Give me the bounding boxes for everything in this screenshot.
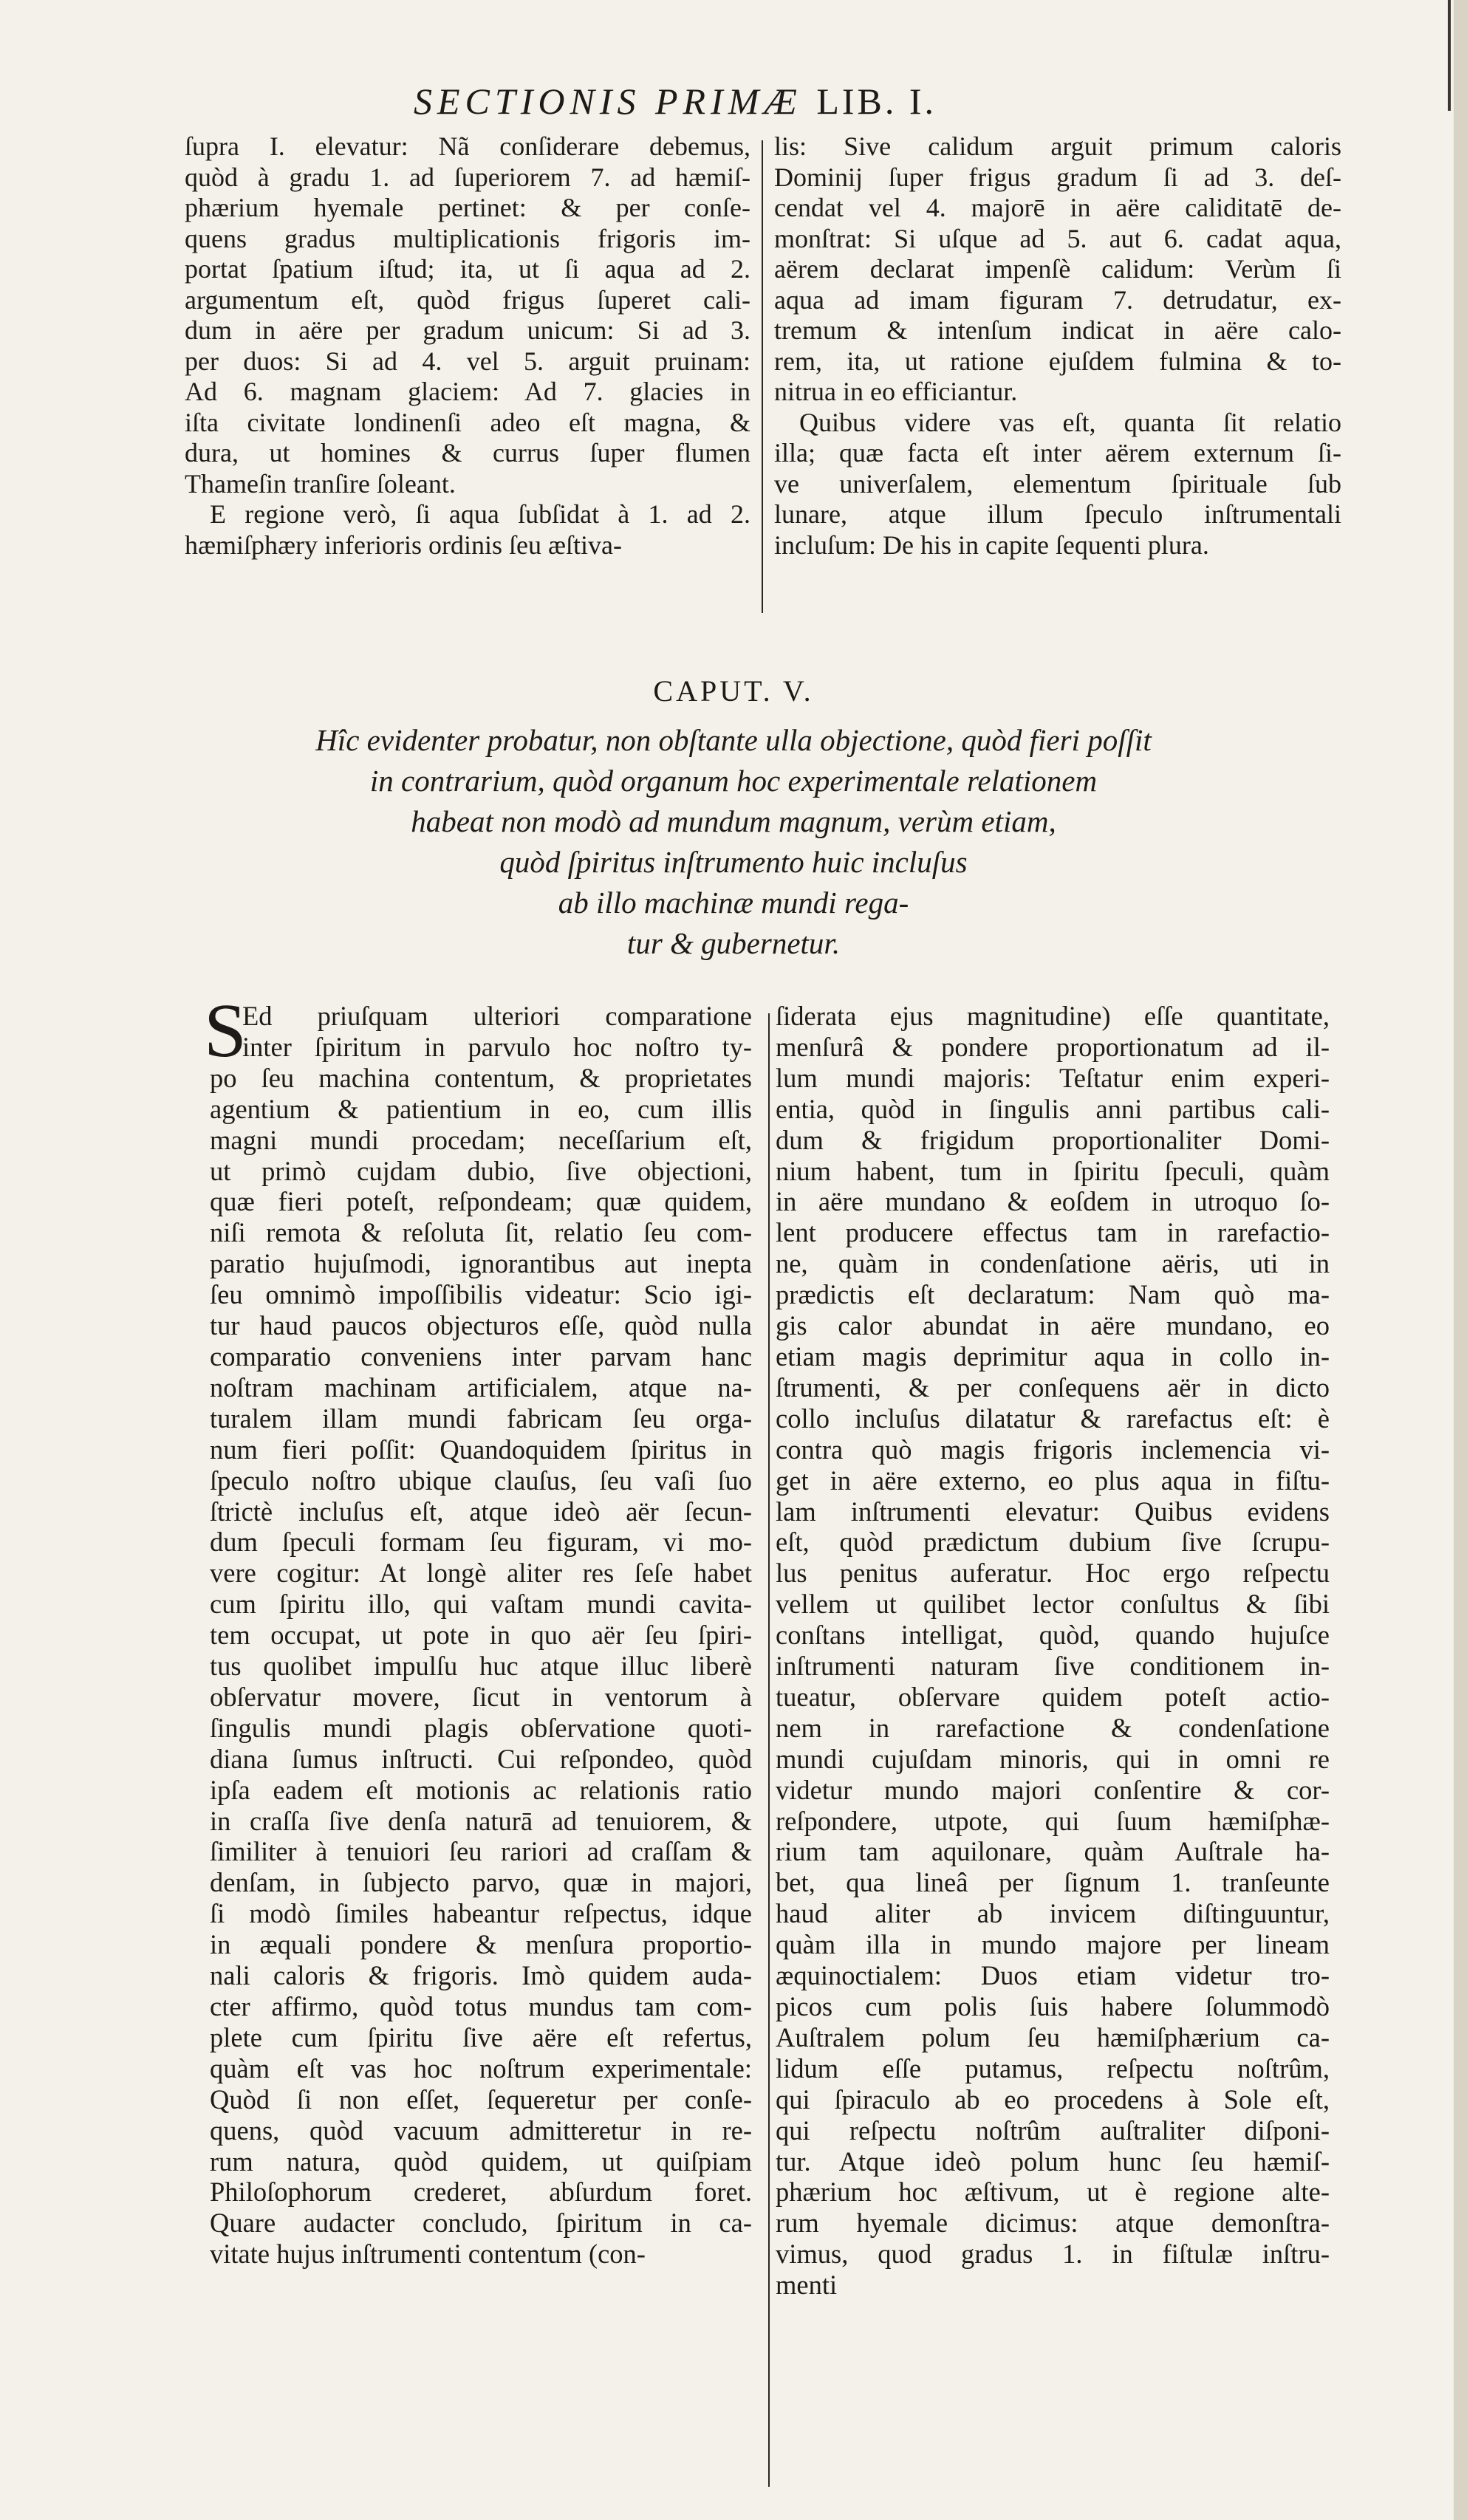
text-line: qui ſpiraculo ab eo procedens à Sole eſt, bbox=[776, 2084, 1330, 2115]
text-line: tur haud paucos objecturos eſſe, quòd nulla bbox=[210, 1310, 752, 1341]
page-edge-mark bbox=[1448, 0, 1451, 111]
text-line: tremum & intenſum indicat in aëre calo- bbox=[774, 315, 1341, 345]
text-line: contra quò magis frigoris inclemencia vi- bbox=[776, 1434, 1330, 1465]
text-line: agentium & patientium in eo, cum illis bbox=[210, 1093, 752, 1124]
text-line: paratio hujuſmodi, ignorantibus aut inepta bbox=[210, 1248, 752, 1279]
text-line: lis: Sive calidum arguit primum caloris bbox=[774, 131, 1341, 161]
text-line: cendat vel 4. majorē in aëre caliditatē de- bbox=[774, 193, 1341, 222]
text-line: denſam, in ſubjecto parvo, quæ in majori, bbox=[210, 1867, 752, 1898]
text-line: ve univerſalem, elementum ſpirituale ſub bbox=[774, 468, 1341, 499]
text-line: tueatur, obſervare quidem poteſt actio- bbox=[776, 1681, 1330, 1712]
text-line: vimus, quod gradus 1. in fiſtulæ inſtru- bbox=[776, 2239, 1330, 2270]
text-line: argumentum eſt, quòd frigus ſuperet cali- bbox=[185, 284, 750, 315]
text-line: incluſum: De his in capite ſequenti plura. bbox=[774, 530, 1209, 560]
text-line: in craſſa ſive denſa naturā ad tenuiorem, & bbox=[210, 1805, 752, 1836]
text-line: ſingulis mundi plagis obſervatione quoti- bbox=[210, 1712, 752, 1743]
text-line: ſimiliter à tenuiori ſeu rariori ad craſſam & bbox=[210, 1836, 752, 1867]
text-line: per duos: Si ad 4. vel 5. arguit pruinam: bbox=[185, 346, 750, 376]
text-line: turalem illam mundi fabricam ſeu orga- bbox=[210, 1403, 752, 1434]
text-line: Auſtralem polum ſeu hæmiſphærium ca- bbox=[776, 2021, 1330, 2052]
text-line: vitate hujus inſtrumenti contentum (con- bbox=[210, 2239, 646, 2270]
upper-left-column bbox=[185, 131, 750, 561]
text-line: entia, quòd in ſingulis anni partibus cali- bbox=[776, 1093, 1330, 1124]
text-line: haud aliter ab invicem diſtinguuntur, bbox=[776, 1898, 1330, 1929]
text-line: ſi modò ſimiles habeantur reſpectus, idque bbox=[210, 1898, 752, 1929]
text-line: lent producere effectus tam in rarefactio- bbox=[776, 1217, 1330, 1248]
text-line: quàm illa in mundo majore per lineam bbox=[776, 1929, 1330, 1960]
text-line: lunare, atque illum ſpeculo inſtrumentali bbox=[774, 499, 1341, 529]
running-head-title: SECTIONIS PRIMÆ bbox=[414, 81, 802, 122]
text-line: portat ſpatium iſtud; ita, ut ſi aqua ad 2. bbox=[185, 254, 750, 284]
subtitle-line: tur & gubernetur. bbox=[626, 926, 841, 960]
text-line: monſtrat: Si uſque ad 5. aut 6. cadat aqua, bbox=[774, 223, 1341, 253]
text-line: reſpondere, utpote, qui ſuum hæmiſphæ- bbox=[776, 1805, 1330, 1836]
text-line: in æquali pondere & menſura proportio- bbox=[210, 1929, 752, 1960]
drop-cap: S bbox=[204, 988, 247, 1073]
text-line: nitrua in eo efficiantur. bbox=[774, 377, 1018, 406]
chapter-subtitle bbox=[0, 720, 1467, 964]
text-line: quens, quòd vacuum admitteretur in re- bbox=[210, 2115, 752, 2146]
text-line: ſtrumenti, & per conſequens aër in dicto bbox=[776, 1372, 1330, 1403]
text-line: nem in rarefactione & condenſatione bbox=[776, 1712, 1330, 1743]
running-head-book: LIB. I. bbox=[816, 81, 937, 122]
text-line: get in aëre externo, eo plus aqua in fiſtu- bbox=[776, 1465, 1330, 1496]
text-line: vellem ut quilibet lector conſultus & ſibi bbox=[776, 1589, 1330, 1620]
text-line: dura, ut homines & currus ſuper flumen bbox=[185, 438, 750, 468]
text-line: comparatio conveniens inter parvam hanc bbox=[210, 1341, 752, 1372]
text-line: cter affirmo, quòd totus mundus tam com- bbox=[210, 1991, 752, 2021]
text-line: lidum eſſe putamus, reſpectu noſtrûm, bbox=[776, 2052, 1330, 2084]
text-line: Ed priuſquam ulteriori comparatione bbox=[242, 1001, 752, 1031]
text-line: nali caloris & frigoris. Imò quidem auda- bbox=[210, 1960, 752, 1991]
text-line: etiam magis deprimitur aqua in collo in- bbox=[776, 1341, 1330, 1372]
text-line: tus quolibet impulſu huc atque illuc liberè bbox=[210, 1651, 752, 1682]
text-line: obſervatur movere, ſicut in ventorum à bbox=[210, 1681, 752, 1712]
text-line: Dominij ſuper frigus gradum ſi ad 3. deſ- bbox=[774, 162, 1341, 192]
chapter-heading: CAPUT. V. bbox=[653, 674, 814, 708]
text-line: rum natura, quòd quidem, ut quiſpiam bbox=[210, 2146, 752, 2177]
text-line: diana ſumus inſtructi. Cui reſpondeo, quòd bbox=[210, 1743, 752, 1774]
text-line: Quòd ſi non eſſet, ſequeretur per conſe- bbox=[210, 2084, 752, 2115]
text-line: gis calor abundat in aëre mundano, eo bbox=[776, 1310, 1330, 1341]
text-line: videtur mundo majori conſentire & cor- bbox=[776, 1774, 1330, 1805]
text-line: rem, ita, ut ratione ejuſdem fulmina & to- bbox=[774, 346, 1341, 376]
text-line: cum ſpiritu illo, qui vaſtam mundi cavita- bbox=[210, 1589, 752, 1620]
upper-right-column bbox=[774, 131, 1341, 561]
subtitle-line: in contrarium, quòd organum hoc experimentale relationem bbox=[369, 764, 1098, 798]
text-line: Thameſin tranſire ſoleant. bbox=[185, 468, 456, 499]
text-line: mundi cujuſdam minoris, qui in omni re bbox=[776, 1743, 1330, 1774]
text-line: illa; quæ facta eſt inter aërem externum ſi- bbox=[774, 438, 1341, 468]
text-line: ſtrictè incluſus eſt, atque ideò aër ſecun- bbox=[210, 1496, 752, 1527]
running-head bbox=[414, 80, 1078, 123]
text-line: aërem declarat impenſè calidum: Verùm ſi bbox=[774, 254, 1341, 284]
text-line: hæmiſphæry inferioris ordinis ſeu æſtiva- bbox=[185, 530, 622, 560]
text-line: prædictis eſt declaratum: Nam quò ma- bbox=[776, 1279, 1330, 1310]
text-line: bet, qua lineâ per ſignum 1. tranſeunte bbox=[776, 1867, 1330, 1898]
text-line: dum in aëre per gradum unicum: Si ad 3. bbox=[185, 315, 750, 345]
lower-right-column bbox=[776, 1001, 1330, 2301]
text-line: Philoſophorum crederet, abſurdum foret. bbox=[210, 2177, 752, 2208]
text-line: Quare audacter concludo, ſpiritum in ca- bbox=[210, 2208, 752, 2239]
text-line: po ſeu machina contentum, & proprietates bbox=[210, 1062, 752, 1093]
text-line: phærium hoc æſtivum, ut è regione alte- bbox=[776, 2177, 1330, 2208]
text-line: inter ſpiritum in parvulo hoc noſtro ty- bbox=[242, 1031, 752, 1062]
text-line: iſta civitate londinenſi adeo eſt magna, & bbox=[185, 407, 750, 437]
text-line: æquinoctialem: Duos etiam videtur tro- bbox=[776, 1960, 1330, 1991]
text-line: ſiderata ejus magnitudine) eſſe quantitate, bbox=[776, 1001, 1330, 1031]
text-line: E regione verò, ſi aqua ſubſidat à 1. ad 2. bbox=[210, 499, 750, 529]
text-line: in aëre mundano & eoſdem in utroquo ſo- bbox=[776, 1186, 1330, 1217]
text-line: num fieri poſſit: Quandoquidem ſpiritus in bbox=[210, 1434, 752, 1465]
subtitle-line: quòd ſpiritus inſtrumento huic incluſus bbox=[499, 845, 968, 879]
text-line: magni mundi procedam; neceſſarium eſt, bbox=[210, 1124, 752, 1155]
text-line: quòd à gradu 1. ad ſuperiorem 7. ad hæmiſ- bbox=[185, 162, 750, 192]
lower-column-rule bbox=[768, 1013, 770, 2487]
page-edge bbox=[1454, 0, 1467, 2520]
subtitle-line: habeat non modò ad mundum magnum, verùm etiam, bbox=[411, 804, 1056, 838]
text-line: ut primò cujdam dubio, ſive objectioni, bbox=[210, 1155, 752, 1186]
text-line: qui reſpectu noſtrûm auſtraliter diſponi- bbox=[776, 2115, 1330, 2146]
text-line: quàm eſt vas hoc noſtrum experimentale: bbox=[210, 2052, 752, 2084]
text-line: niſi remota & reſoluta ſit, relatio ſeu com- bbox=[210, 1217, 752, 1248]
text-line: aqua ad imam figuram 7. detrudatur, ex- bbox=[774, 284, 1341, 315]
text-line: plete cum ſpiritu ſive aëre eſt refertus, bbox=[210, 2021, 752, 2052]
text-line: vere cogitur: At longè aliter res ſeſe habet bbox=[210, 1558, 752, 1589]
lower-left-column bbox=[210, 1001, 752, 2270]
text-line: rum hyemale dicimus: atque demonſtra- bbox=[776, 2208, 1330, 2239]
text-line: lum mundi majoris: Teſtatur enim experi- bbox=[776, 1062, 1330, 1093]
text-line: dum ſpeculi formam ſeu figuram, vi mo- bbox=[210, 1527, 752, 1558]
text-line: lus penitus auferatur. Hoc ergo reſpectu bbox=[776, 1558, 1330, 1589]
text-line: collo incluſus dilatatur & rarefactus eſt: è bbox=[776, 1403, 1330, 1434]
text-line: quæ fieri poteſt, reſpondeam; quæ quidem, bbox=[210, 1186, 752, 1217]
text-line: phærium hyemale pertinet: & per conſe- bbox=[185, 193, 750, 222]
upper-column-rule bbox=[762, 140, 763, 613]
text-line: quens gradus multiplicationis frigoris im- bbox=[185, 223, 750, 253]
text-line: menſurâ & pondere proportionatum ad il- bbox=[776, 1031, 1330, 1062]
subtitle-line: Hîc evidenter probatur, non obſtante ulla objectione, quòd fieri poſſit bbox=[315, 723, 1152, 757]
text-line: picos cum polis ſuis habere ſolummodò bbox=[776, 1991, 1330, 2021]
text-line: conſtans intelligat, quòd, quando hujuſce bbox=[776, 1620, 1330, 1651]
text-line: rium tam aquilonare, quàm Auſtrale ha- bbox=[776, 1836, 1330, 1867]
text-line: ſpeculo noſtro ubique clauſus, ſeu vaſi ſuo bbox=[210, 1465, 752, 1496]
text-line: ſupra I. elevatur: Nã conſiderare debemus, bbox=[185, 131, 750, 161]
text-line: lam inſtrumenti elevatur: Quibus evidens bbox=[776, 1496, 1330, 1527]
text-line: Ad 6. magnam glaciem: Ad 7. glacies in bbox=[185, 377, 750, 406]
text-line: menti bbox=[776, 2270, 838, 2301]
text-line: ſeu omnimò impoſſibilis videatur: Scio igi- bbox=[210, 1279, 752, 1310]
text-line: noſtram machinam artificialem, atque na- bbox=[210, 1372, 752, 1403]
text-line: Quibus videre vas eſt, quanta ſit relatio bbox=[799, 407, 1341, 437]
text-line: tem occupat, ut pote in quo aër ſeu ſpiri- bbox=[210, 1620, 752, 1651]
subtitle-line: ab illo machinæ mundi rega- bbox=[558, 886, 909, 920]
text-line: dum & frigidum proportionaliter Domi- bbox=[776, 1124, 1330, 1155]
text-line: inſtrumenti naturam ſive conditionem in- bbox=[776, 1651, 1330, 1682]
text-line: ne, quàm in condenſatione aëris, uti in bbox=[776, 1248, 1330, 1279]
text-line: eſt, quòd prædictum dubium ſive ſcrupu- bbox=[776, 1527, 1330, 1558]
text-line: ipſa eadem eſt motionis ac relationis ratio bbox=[210, 1774, 752, 1805]
text-line: nium habent, tum in ſpiritu ſpeculi, quàm bbox=[776, 1155, 1330, 1186]
text-line: tur. Atque ideò polum hunc ſeu hæmiſ- bbox=[776, 2146, 1330, 2177]
